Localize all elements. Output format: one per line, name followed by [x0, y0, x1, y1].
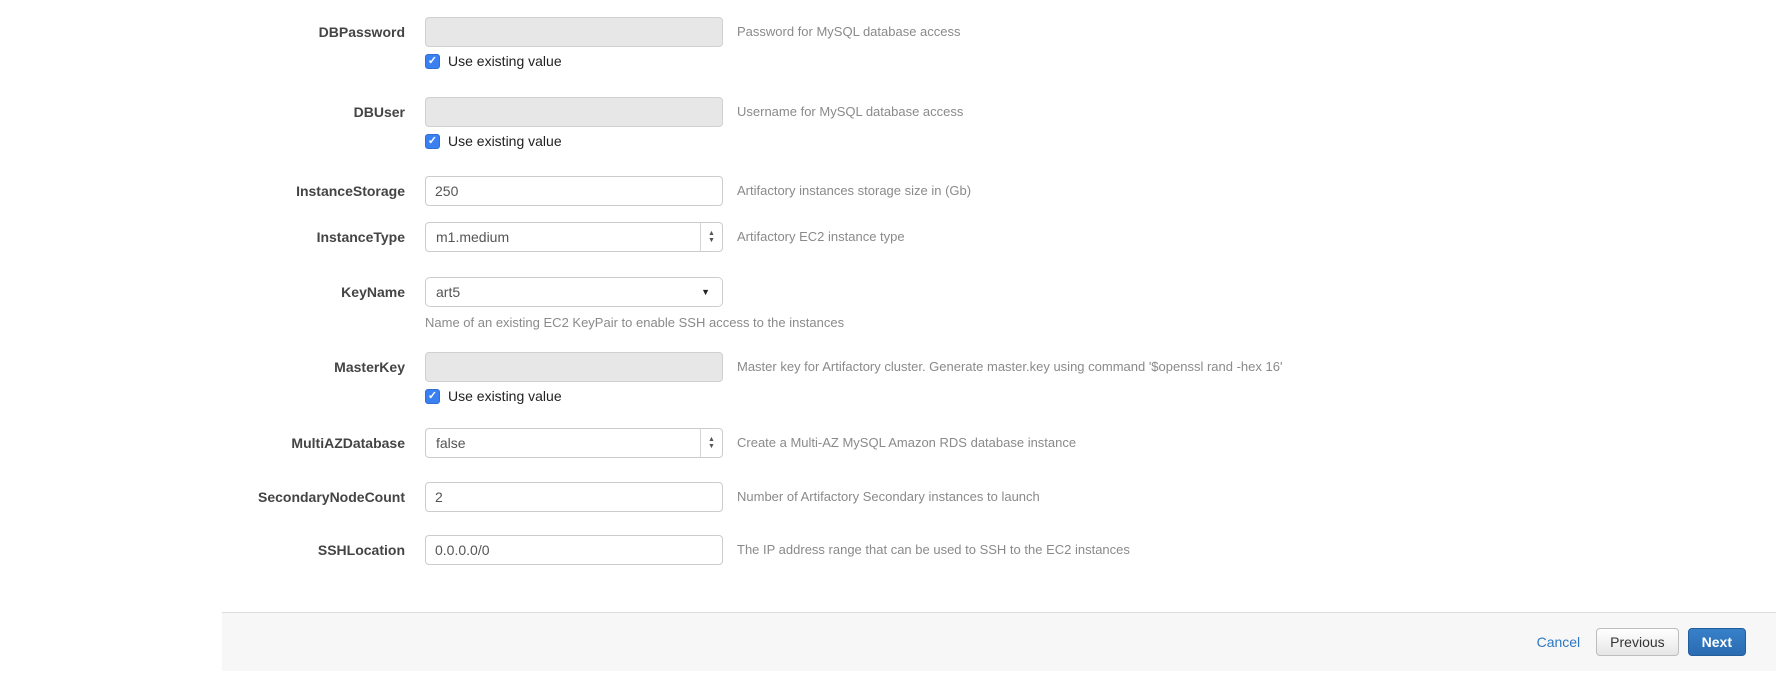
keyname-select[interactable] — [425, 277, 723, 307]
param-label: MultiAZDatabase — [291, 435, 405, 451]
next-button[interactable]: Next — [1688, 628, 1746, 656]
param-row-secondarynodecount — [0, 482, 1776, 512]
param-description: Number of Artifactory Secondary instances to launch — [737, 489, 1040, 504]
param-label: MasterKey — [334, 359, 405, 375]
use-existing-row — [425, 133, 723, 149]
param-row-multiazdatabase — [0, 428, 1776, 458]
param-label: InstanceType — [316, 229, 405, 245]
masterkey-input — [425, 352, 723, 382]
check-icon: ✓ — [427, 389, 438, 402]
param-label: DBUser — [353, 104, 405, 120]
multiazdatabase-select[interactable] — [425, 428, 723, 458]
keyname-value: art5 — [436, 284, 461, 300]
param-description: Create a Multi-AZ MySQL Amazon RDS database instance — [737, 435, 1077, 450]
param-description: The IP address range that can be used to SSH to the EC2 instances — [737, 542, 1130, 557]
dbuser-input — [425, 97, 723, 127]
param-label: SSHLocation — [317, 542, 405, 558]
use-existing-label: Use existing value — [448, 53, 562, 69]
cancel-button[interactable]: Cancel — [1536, 634, 1581, 650]
stepper-icon: ▲ ▼ — [700, 222, 722, 252]
param-row-instancetype — [0, 222, 1776, 252]
use-existing-row — [425, 53, 723, 69]
multiazdatabase-value: false — [436, 435, 466, 451]
previous-button[interactable]: Previous — [1596, 628, 1678, 656]
param-label: DBPassword — [318, 24, 405, 40]
dbpassword-input — [425, 17, 723, 47]
param-row-dbpassword — [0, 17, 1776, 69]
param-description: Artifactory EC2 instance type — [737, 229, 905, 244]
param-row-dbuser — [0, 97, 1776, 149]
use-existing-checkbox[interactable] — [425, 389, 440, 404]
instancestorage-input[interactable] — [425, 176, 723, 206]
param-row-sshlocation — [0, 535, 1776, 565]
param-description: Username for MySQL database access — [737, 104, 964, 119]
sshlocation-input[interactable] — [425, 535, 723, 565]
param-description: Master key for Artifactory cluster. Generate master.key using command '$openssl rand -hex 16' — [737, 359, 1283, 374]
check-icon: ✓ — [427, 134, 438, 147]
param-row-masterkey — [0, 352, 1776, 404]
secondarynodecount-input[interactable] — [425, 482, 723, 512]
param-description: Artifactory instances storage size in (Gb) — [737, 183, 972, 198]
instancetype-select[interactable] — [425, 222, 723, 252]
use-existing-checkbox[interactable] — [425, 54, 440, 69]
param-row-keyname — [0, 277, 1776, 330]
use-existing-label: Use existing value — [448, 388, 562, 404]
use-existing-checkbox[interactable] — [425, 134, 440, 149]
use-existing-row — [425, 388, 723, 404]
param-label: InstanceStorage — [296, 183, 405, 199]
param-description: Password for MySQL database access — [737, 24, 961, 39]
param-label: SecondaryNodeCount — [257, 489, 405, 505]
check-icon: ✓ — [427, 54, 438, 67]
param-label: KeyName — [341, 284, 405, 300]
chevron-down-icon: ▼ — [701, 287, 710, 297]
param-row-instancestorage — [0, 176, 1776, 206]
stepper-icon: ▲ ▼ — [700, 428, 722, 458]
wizard-footer — [222, 612, 1776, 671]
instancetype-value: m1.medium — [436, 229, 510, 245]
use-existing-label: Use existing value — [448, 133, 562, 149]
keyname-help-text: Name of an existing EC2 KeyPair to enable SSH access to the instances — [425, 315, 845, 330]
